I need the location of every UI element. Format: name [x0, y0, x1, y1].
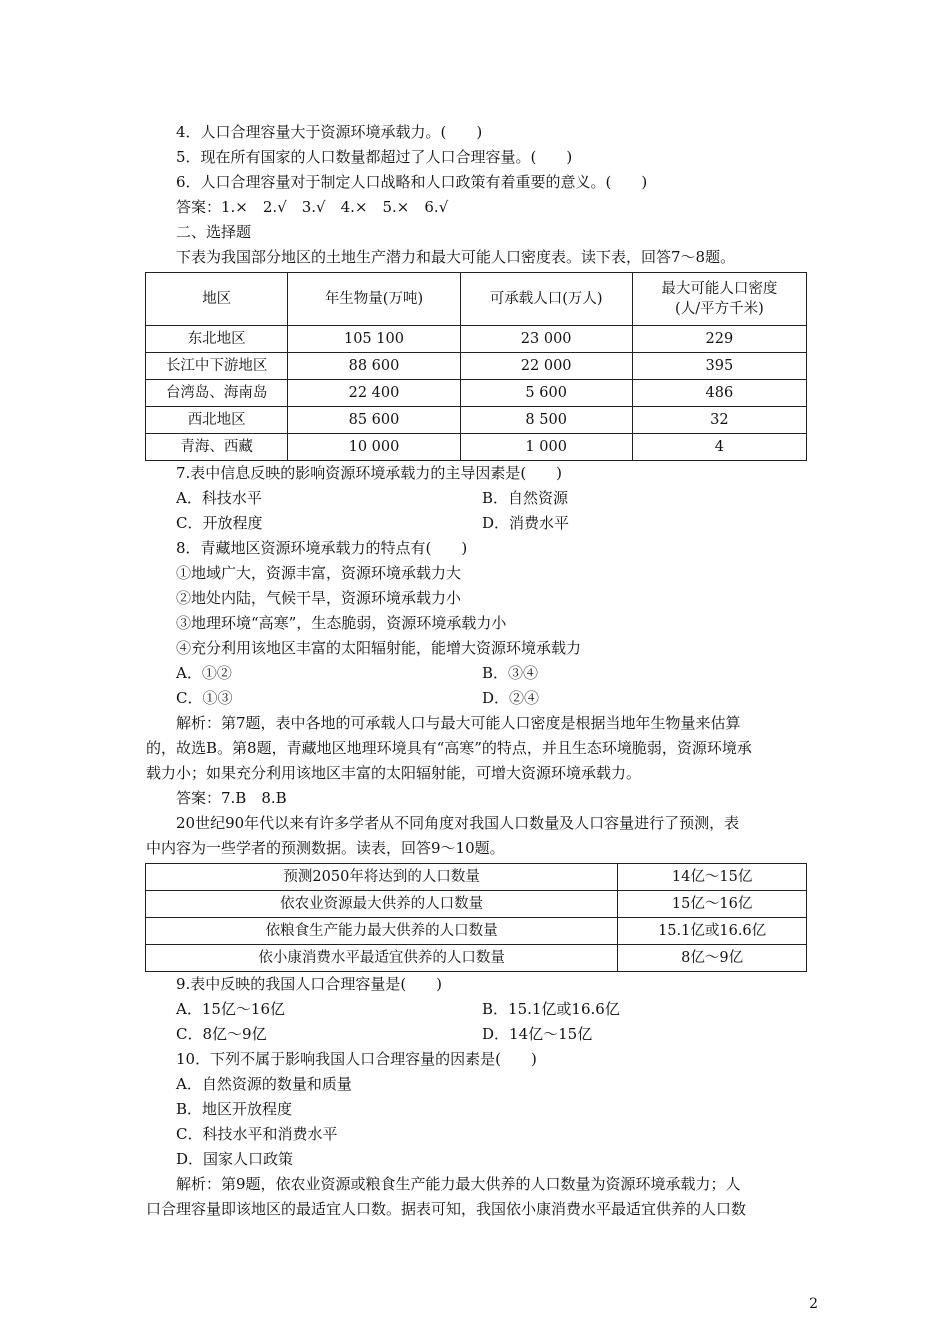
q7-stem: 7.表中信息反映的影响资源环境承载力的主导因素是( )	[176, 464, 563, 482]
q8-statement-2: ②地处内陆，气候干旱，资源环境承载力小	[176, 589, 462, 607]
table-cell: 青海、西藏	[146, 434, 288, 461]
section-title: 二、选择题	[176, 223, 252, 241]
judge-item-6: 6．人口合理容量对于制定人口战略和人口政策有着重要的意义。( )	[176, 173, 648, 191]
table-cell: 5 600	[460, 380, 632, 407]
analysis-2-line: 解析：第9题，依农业资源或粮食生产能力最大供养的人口数量为资源环境承载力；人	[176, 1175, 741, 1193]
table-row	[146, 326, 807, 353]
header-cell	[632, 273, 806, 326]
q8-option-b: B．③④	[482, 664, 539, 682]
table-cell: 长江中下游地区	[146, 353, 288, 380]
answer-7-8: 答案：7.B 8.B	[176, 789, 287, 807]
table-row	[146, 407, 807, 434]
table2-intro-line: 中内容为一些学者的预测数据。读表，回答9～10题。	[146, 839, 505, 857]
table-cell: 8亿～9亿	[618, 945, 807, 972]
population-forecast-table	[145, 863, 807, 972]
judge-answer: 答案：1.× 2.√ 3.√ 4.× 5.× 6.√	[176, 198, 449, 216]
table-cell: 88 600	[288, 353, 460, 380]
q8-option-a: A．①②	[176, 664, 232, 682]
header-cell: 年生物量(万吨)	[288, 273, 460, 326]
q10-option-d: D．国家人口政策	[176, 1150, 294, 1168]
header-line: 最大可能人口密度	[661, 281, 778, 297]
table-cell: 4	[632, 434, 806, 461]
table-cell: 15.1亿或16.6亿	[618, 918, 807, 945]
analysis-1-line: 载力小；如果充分利用该地区丰富的太阳辐射能，可增大资源环境承载力。	[146, 764, 642, 782]
q7-option-a: A．科技水平	[176, 489, 262, 507]
q7-option-c: C．开放程度	[176, 514, 263, 532]
table-cell: 23 000	[460, 326, 632, 353]
analysis-1-line: 解析：第7题，表中各地的可承载人口与最大可能人口密度是根据当地年生物量来估算	[176, 714, 741, 732]
table-row	[146, 380, 807, 407]
table-cell: 229	[632, 326, 806, 353]
table-cell: 东北地区	[146, 326, 288, 353]
table-cell: 32	[632, 407, 806, 434]
table-cell: 8 500	[460, 407, 632, 434]
q8-statement-3: ③地理环境“高寒”，生态脆弱，资源环境承载力小	[176, 614, 507, 632]
header-cell: 地区	[146, 273, 288, 326]
q8-statement-4: ④充分利用该地区丰富的太阳辐射能，能增大资源环境承载力	[176, 639, 582, 657]
header-cell: 可承载人口(万人)	[460, 273, 632, 326]
q7-option-b: B．自然资源	[482, 489, 569, 507]
judge-item-5: 5．现在所有国家的人口数量都超过了人口合理容量。( )	[176, 148, 573, 166]
table-cell: 22 400	[288, 380, 460, 407]
table-cell: 预测2050年将达到的人口数量	[146, 864, 618, 891]
table2-intro-line: 20世纪90年代以来有许多学者从不同角度对我国人口数量及人口容量进行了预测，表	[176, 814, 740, 832]
table-row	[146, 434, 807, 461]
table-cell: 西北地区	[146, 407, 288, 434]
table-cell: 395	[632, 353, 806, 380]
q9-option-d: D．14亿～15亿	[482, 1025, 593, 1043]
q7-option-d: D．消费水平	[482, 514, 570, 532]
q10-option-c: C．科技水平和消费水平	[176, 1125, 338, 1143]
table-cell: 486	[632, 380, 806, 407]
table-row	[146, 353, 807, 380]
table-cell: 1 000	[460, 434, 632, 461]
table-cell: 22 000	[460, 353, 632, 380]
table-cell: 依小康消费水平最适宜供养的人口数量	[146, 945, 618, 972]
q10-stem: 10．下列不属于影响我国人口合理容量的因素是( )	[176, 1050, 537, 1068]
table-header-row	[146, 273, 807, 326]
q8-option-d: D．②④	[482, 689, 540, 707]
table-row	[146, 891, 807, 918]
q8-option-c: C．①③	[176, 689, 233, 707]
table-cell: 105 100	[288, 326, 460, 353]
q10-option-b: B．地区开放程度	[176, 1100, 293, 1118]
q8-statement-1: ①地域广大，资源丰富，资源环境承载力大	[176, 564, 462, 582]
header-line: (人/平方千米)	[675, 301, 764, 317]
table-cell: 台湾岛、海南岛	[146, 380, 288, 407]
q9-option-c: C．8亿～9亿	[176, 1025, 267, 1043]
judge-item-4: 4．人口合理容量大于资源环境承载力。( )	[176, 123, 483, 141]
analysis-2-line: 口合理容量即该地区的最适宜人口数。据表可知，我国依小康消费水平最适宜供养的人口数	[146, 1200, 747, 1218]
q8-stem: 8．青藏地区资源环境承载力的特点有( )	[176, 539, 468, 557]
q9-option-b: B．15.1亿或16.6亿	[482, 1000, 620, 1018]
q10-option-a: A．自然资源的数量和质量	[176, 1075, 352, 1093]
table-cell: 依农业资源最大供养的人口数量	[146, 891, 618, 918]
q9-stem: 9.表中反映的我国人口合理容量是( )	[176, 975, 443, 993]
table-cell: 10 000	[288, 434, 460, 461]
analysis-1-line: 的，故选B。第8题，青藏地区地理环境具有“高寒”的特点，并且生态环境脆弱，资源环境承	[146, 739, 752, 757]
table1-intro: 下表为我国部分地区的土地生产潜力和最大可能人口密度表。读下表，回答7～8题。	[176, 248, 736, 266]
table-row	[146, 864, 807, 891]
land-potential-table	[145, 272, 807, 461]
table-cell: 14亿～15亿	[618, 864, 807, 891]
table-cell: 85 600	[288, 407, 460, 434]
page-number: 2	[809, 1296, 818, 1312]
table-cell: 依粮食生产能力最大供养的人口数量	[146, 918, 618, 945]
q9-option-a: A．15亿～16亿	[176, 1000, 286, 1018]
table-row	[146, 918, 807, 945]
table-cell: 15亿～16亿	[618, 891, 807, 918]
table-row	[146, 945, 807, 972]
